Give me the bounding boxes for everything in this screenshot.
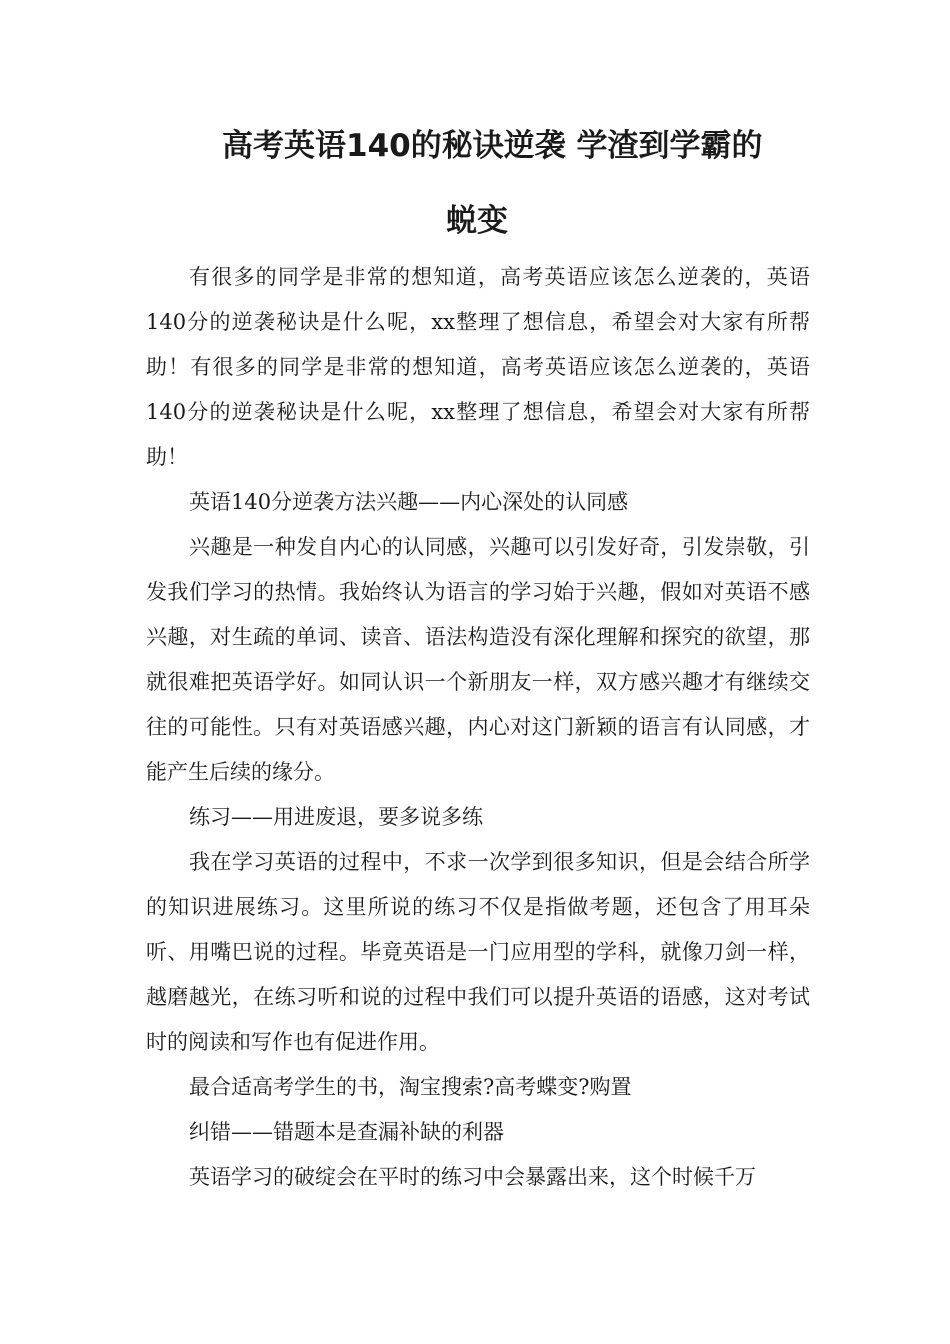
paragraph-interest: 兴趣是一种发自内心的认同感，兴趣可以引发好奇，引发崇敬，引发我们学习的热情。我始终认为语言的学习始于兴趣，假如对英语不感兴趣，对生疏的单词、读音、语法构造没有深化理解和探究的欲望，那就很难把英语学好。如同认识一个新朋友一样，双方感兴趣才有继续交往的可能性。只有对英语感兴趣，内心对这门新颖的语言有认同感，才能产生后续的缘分。 xyxy=(146,535,810,784)
paragraph-book-note: 最合适高考学生的书，淘宝搜索?高考蝶变?购置 xyxy=(189,1075,632,1099)
section-heading-correction: 纠错——错题本是查漏补缺的利器 xyxy=(189,1120,504,1144)
section-heading-practice: 练习——用进废退，要多说多练 xyxy=(189,805,483,829)
paragraph-intro: 有很多的同学是非常的想知道，高考英语应该怎么逆袭的，英语140分的逆袭秘诀是什么呢，xx整理了想信息，希望会对大家有所帮助！有很多的同学是非常的想知道，高考英语应该怎么逆袭的，英语140分的逆袭秘诀是什么呢，xx整理了想信息，希望会对大家有所帮助！ xyxy=(146,265,810,469)
paragraph-practice: 我在学习英语的过程中，不求一次学到很多知识，但是会结合所学的知识进展练习。这里所说的练习不仅是指做考题，还包含了用耳朵听、用嘴巴说的过程。毕竟英语是一门应用型的学科，就像刀剑一样，越磨越光，在练习听和说的过程中我们可以提升英语的语感，这对考试时的阅读和写作也有促进作用。 xyxy=(146,850,810,1054)
section-heading-interest: 英语140分逆袭方法兴趣——内心深处的认同感 xyxy=(189,490,629,514)
document-title-line-2: 蜕变 xyxy=(446,203,508,239)
document-body xyxy=(146,255,810,1200)
document-title-line-1: 高考英语140的秘诀逆袭 学渣到学霸的 xyxy=(222,128,763,164)
paragraph-correction: 英语学习的破绽会在平时的练习中会暴露出来，这个时候千万 xyxy=(189,1165,756,1189)
